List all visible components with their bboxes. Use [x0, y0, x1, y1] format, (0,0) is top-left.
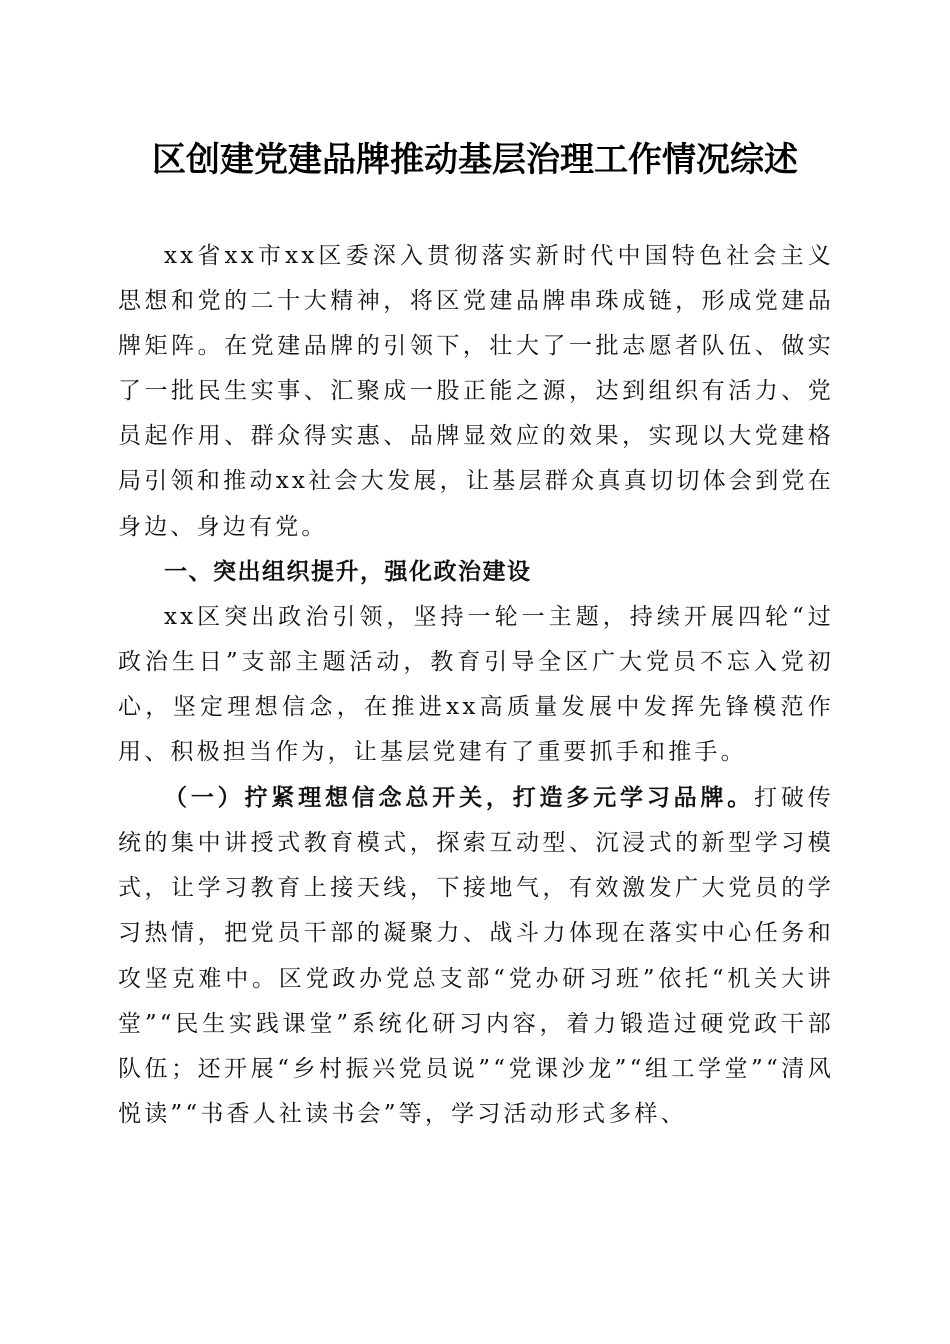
intro-paragraph: xx省xx市xx区委深入贯彻落实新时代中国特色社会主义思想和党的二十大精神，将区党建品牌串珠成链，形成党建品牌矩阵。在党建品牌的引领下，壮大了一批志愿者队伍、做实了一批民生实事、汇聚成一股正能之源，达到组织有活力、党员起作用、群众得实惠、品牌显效应的效果，实现以大党建格局引领和推动xx社会大发展，让基层群众真真切切体会到党在身边、身边有党。: [118, 243, 834, 540]
document-title: 区创建党建品牌推动基层治理工作情况综述: [152, 140, 798, 180]
section-heading: 一、突出组织提升，强化政治建设: [164, 558, 532, 585]
subsection-heading: （一）拧紧理想信念总开关，打造多元学习品牌。: [164, 784, 755, 812]
subsection-text: 打破传统的集中讲授式教育模式，探索互动型、沉浸式的新型学习模式，让学习教育上接天线，下接地气，有效激发广大党员的学习热情，把党员干部的凝聚力、战斗力体现在落实中心任务和攻坚克难中。区党政办党总支部“党办研习班”依托“机关大讲堂”“民生实践课堂”系统化研习内容，着力锻造过硬党政干部队伍；还开展“乡村振兴党员说”“党课沙龙”“组工学堂”“清风悦读”“书香人社读书会”等，学习活动形式多样、: [118, 785, 834, 1127]
section-paragraph: xx区突出政治引领，坚持一轮一主题，持续开展四轮“过政治生日”支部主题活动，教育引导全区广大党员不忘入党初心，坚定理想信念，在推进xx高质量发展中发挥先锋模范作用、积极担当作为，让基层党建有了重要抓手和推手。: [118, 603, 834, 766]
document-body: [118, 234, 834, 1137]
subsection-paragraph: [118, 775, 834, 1137]
